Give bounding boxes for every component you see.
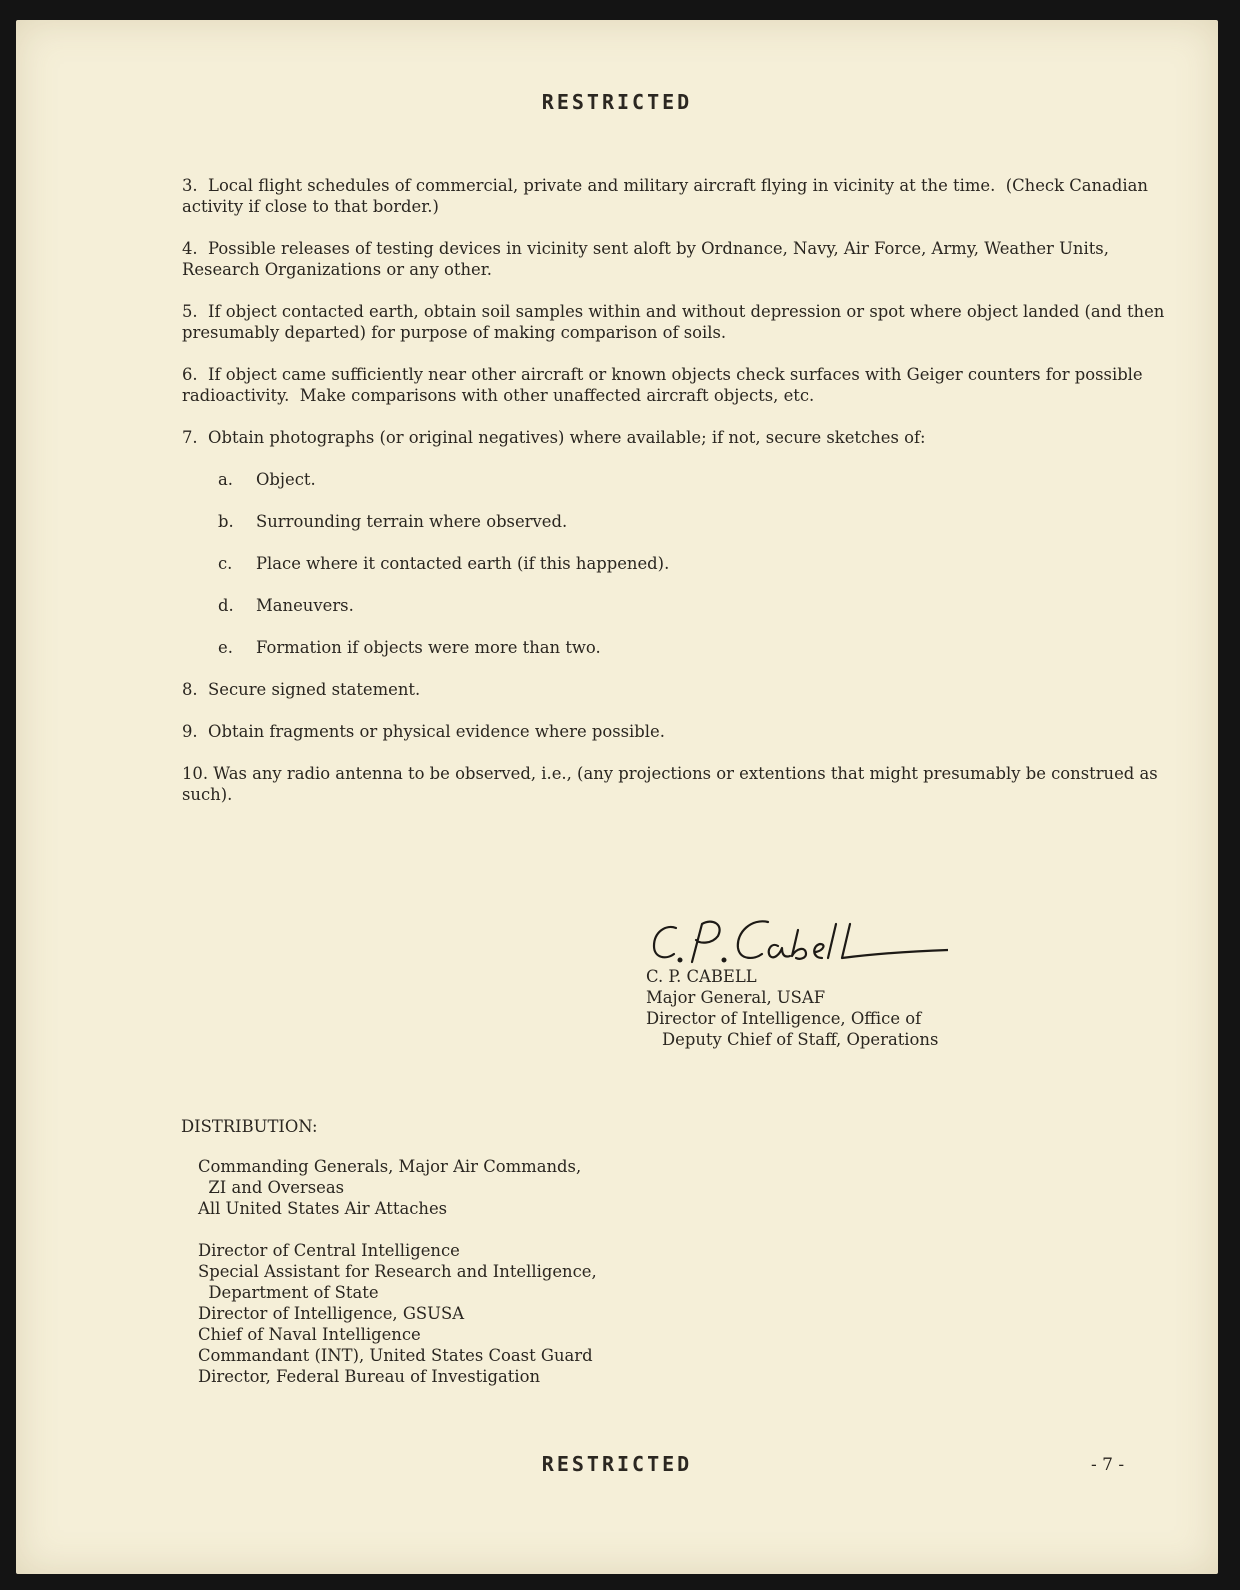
- distribution-item: Director of Intelligence, GSUSA: [198, 1304, 465, 1323]
- distribution-item: Special Assistant for Research and Intelligence,: [198, 1262, 597, 1281]
- signer-title-line1: Director of Intelligence, Office of: [646, 1009, 922, 1028]
- paragraph-5: 5. If object contacted earth, obtain soil samples within and without depression or spot where object landed (and then presumably departed) for purpose of making comparison of soils.: [182, 302, 1170, 342]
- distribution-item: Commandant (INT), United States Coast Guard: [198, 1346, 593, 1365]
- signer-rank: Major General, USAF: [646, 988, 826, 1007]
- subitem-letter: b.: [218, 512, 234, 531]
- classification-footer: RESTRICTED: [541, 1452, 693, 1476]
- paragraph-8: 8. Secure signed statement.: [182, 680, 421, 699]
- subitem-b: [218, 511, 1172, 532]
- signer-name: C. P. CABELL: [646, 967, 757, 986]
- subitem-letter: e.: [218, 638, 233, 657]
- signature-block: [646, 966, 938, 1050]
- paragraph-9: 9. Obtain fragments or physical evidence where possible.: [182, 722, 665, 741]
- signer-title-line2: Deputy Chief of Staff, Operations: [662, 1030, 939, 1049]
- subitem-a: [218, 469, 1172, 490]
- distribution-item: Director, Federal Bureau of Investigation: [198, 1367, 541, 1386]
- subitem-letter: d.: [218, 596, 234, 615]
- paragraph-6: 6. If object came sufficiently near other aircraft or known objects check surfaces with Geiger counters for possible radioactivity. Make comparisons with other unaffected aircraft objects, etc.: [182, 365, 1148, 405]
- distribution-item: Director of Central Intelligence: [198, 1241, 460, 1260]
- subitem-letter: c.: [218, 554, 233, 573]
- distribution-list: [198, 1156, 597, 1387]
- subitem-text: Formation if objects were more than two.: [256, 638, 601, 657]
- paragraph-4: 4. Possible releases of testing devices in vicinity sent aloft by Ordnance, Navy, Air Force, Army, Weather Units, Research Organizations or any other.: [182, 239, 1115, 279]
- page-number: - 7 -: [1091, 1455, 1125, 1475]
- subitem-letter: a.: [218, 470, 233, 489]
- document-body: [182, 175, 1172, 826]
- subitem-text: Place where it contacted earth (if this happened).: [256, 554, 670, 573]
- distribution-spacer: [198, 1219, 597, 1240]
- distribution-item: Commanding Generals, Major Air Commands,: [198, 1157, 582, 1176]
- paragraph-7: 7. Obtain photographs (or original negatives) where available; if not, secure sketches of:: [182, 428, 926, 447]
- distribution-item: All United States Air Attaches: [198, 1199, 448, 1218]
- classification-header: RESTRICTED: [541, 90, 693, 114]
- subitem-d: [218, 595, 1172, 616]
- subitem-e: [218, 637, 1172, 658]
- handwritten-signature: [648, 910, 948, 970]
- document-page: [16, 20, 1218, 1574]
- distribution-item: Chief of Naval Intelligence: [198, 1325, 421, 1344]
- paragraph-10: 10. Was any radio antenna to be observed, i.e., (any projections or extentions that might presumably be construed as such).: [182, 764, 1163, 804]
- subitem-text: Surrounding terrain where observed.: [256, 512, 568, 531]
- subitem-text: Object.: [256, 470, 316, 489]
- distribution-item: Department of State: [198, 1283, 379, 1302]
- subitem-c: [218, 553, 1172, 574]
- distribution-heading: DISTRIBUTION:: [181, 1117, 318, 1136]
- distribution-item: ZI and Overseas: [198, 1178, 345, 1197]
- paragraph-3: 3. Local flight schedules of commercial, private and military aircraft flying in vicinity at the time. (Check Canadian activity if close to that border.): [182, 176, 1154, 216]
- subitem-text: Maneuvers.: [256, 596, 354, 615]
